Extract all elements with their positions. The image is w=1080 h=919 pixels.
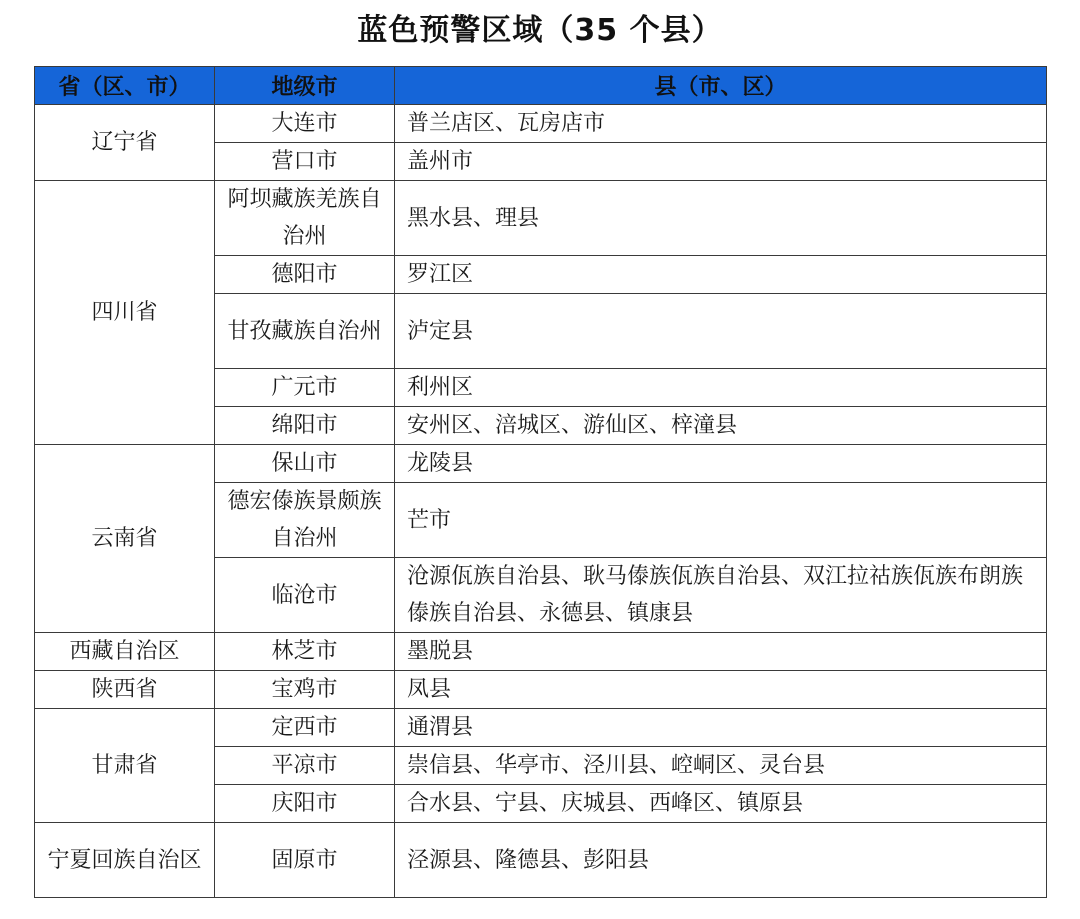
county-cell: 通渭县 [395,709,1047,747]
county-cell: 泸定县 [395,294,1047,369]
table-row [35,633,1047,671]
city-cell: 阿坝藏族羌族自治州 [215,181,395,256]
table-row [35,671,1047,709]
city-cell: 德宏傣族景颇族自治州 [215,483,395,558]
city-cell: 平凉市 [215,747,395,785]
table-row [35,445,1047,483]
column-header-province: 省（区、市） [35,67,215,105]
province-cell: 西藏自治区 [35,633,215,671]
table-row [35,105,1047,143]
page-title: 蓝色预警区域（35 个县） [357,13,723,48]
city-cell: 林芝市 [215,633,395,671]
city-cell: 固原市 [215,823,395,898]
county-cell: 龙陵县 [395,445,1047,483]
county-cell: 罗江区 [395,256,1047,294]
city-cell: 保山市 [215,445,395,483]
county-cell: 普兰店区、瓦房店市 [395,105,1047,143]
county-cell: 盖州市 [395,143,1047,181]
county-cell: 黑水县、理县 [395,181,1047,256]
city-cell: 临沧市 [215,558,395,633]
county-cell: 泾源县、隆德县、彭阳县 [395,823,1047,898]
city-cell: 广元市 [215,369,395,407]
county-cell: 芒市 [395,483,1047,558]
province-cell: 宁夏回族自治区 [35,823,215,898]
city-cell: 庆阳市 [215,785,395,823]
county-cell: 安州区、涪城区、游仙区、梓潼县 [395,407,1047,445]
county-cell: 墨脱县 [395,633,1047,671]
county-cell: 沧源佤族自治县、耿马傣族佤族自治县、双江拉祜族佤族布朗族傣族自治县、永德县、镇康县 [395,558,1047,633]
county-cell: 凤县 [395,671,1047,709]
city-cell: 营口市 [215,143,395,181]
province-cell: 辽宁省 [35,105,215,181]
city-cell: 绵阳市 [215,407,395,445]
warning-region-table [34,66,1047,898]
table-row [35,823,1047,898]
city-cell: 宝鸡市 [215,671,395,709]
county-cell: 利州区 [395,369,1047,407]
table-header-row [35,67,1047,105]
county-cell: 合水县、宁县、庆城县、西峰区、镇原县 [395,785,1047,823]
city-cell: 德阳市 [215,256,395,294]
table-row [35,709,1047,747]
city-cell: 定西市 [215,709,395,747]
city-cell: 甘孜藏族自治州 [215,294,395,369]
column-header-city: 地级市 [215,67,395,105]
column-header-county: 县（市、区） [395,67,1047,105]
city-cell: 大连市 [215,105,395,143]
province-cell: 陕西省 [35,671,215,709]
county-cell: 崇信县、华亭市、泾川县、崆峒区、灵台县 [395,747,1047,785]
table-row [35,181,1047,256]
province-cell: 云南省 [35,445,215,633]
province-cell: 四川省 [35,181,215,445]
province-cell: 甘肃省 [35,709,215,823]
